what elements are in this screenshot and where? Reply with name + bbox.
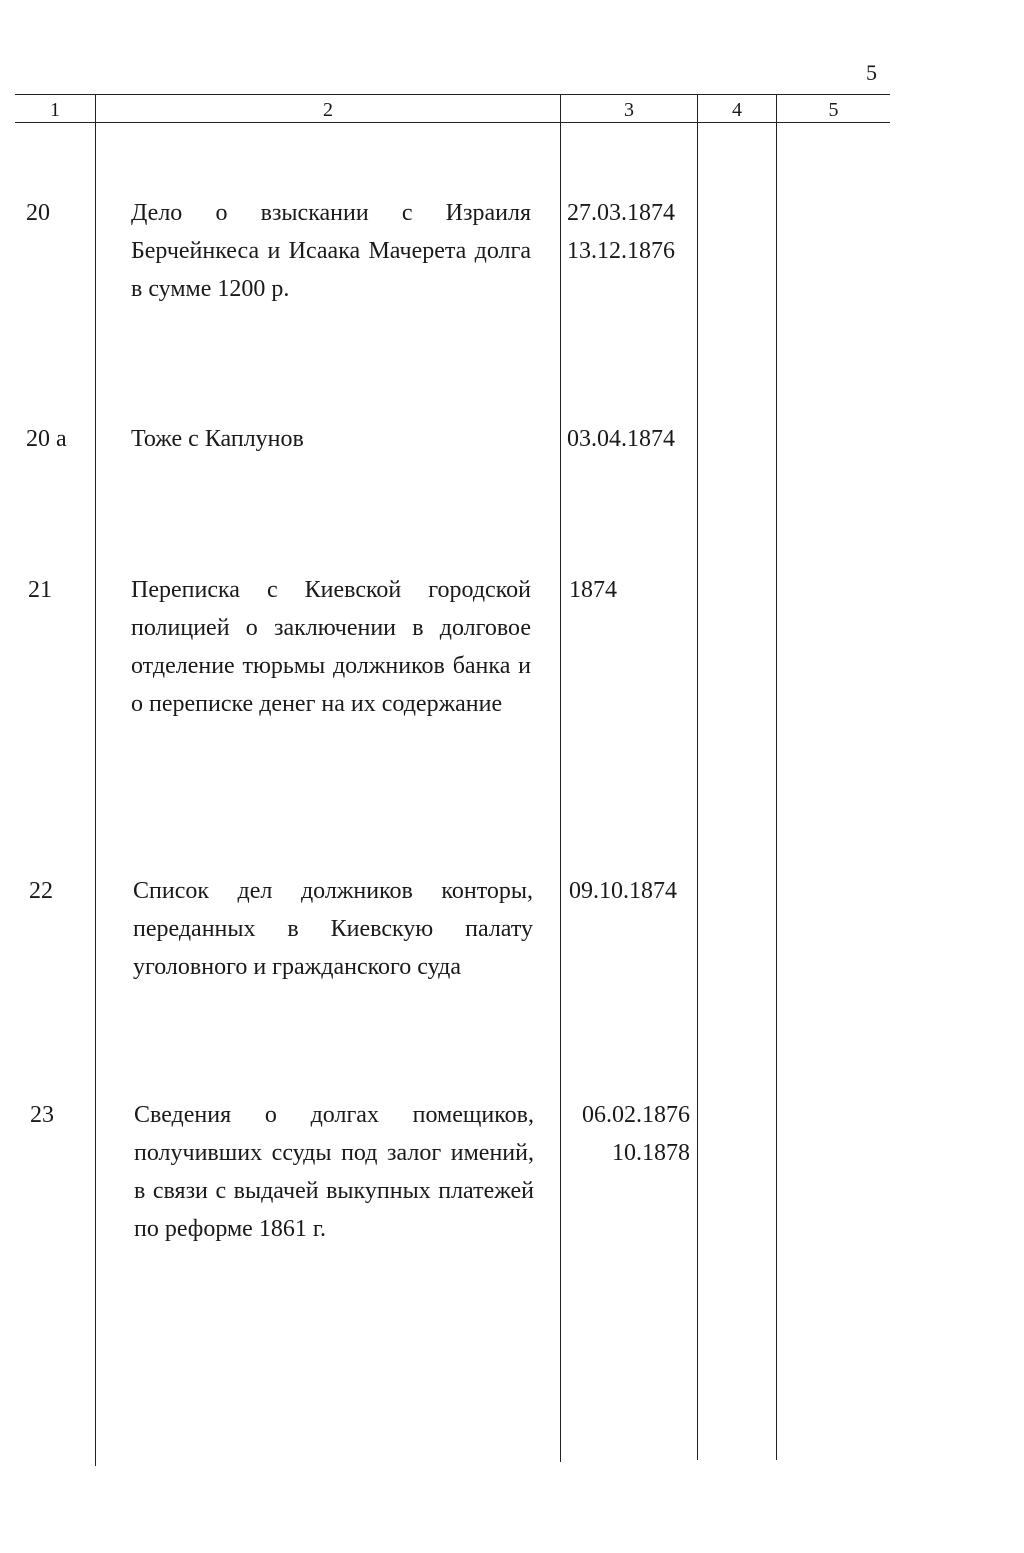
column-header-1: 1 xyxy=(50,99,60,121)
row-dates xyxy=(569,571,617,609)
row-title: Переписка с Киевской городской полицией о заключении в долговое отделение тюрьмы должников банка и о переписке денег на их содержание xyxy=(131,577,531,717)
column-header-5: 5 xyxy=(828,99,839,121)
row-dates xyxy=(560,1096,690,1172)
row-date: 13.12.1876 xyxy=(567,238,675,264)
row-number: 21 xyxy=(28,577,52,603)
row-title: Дело о взыскании с Израиля Берчейнкеса и Исаака Мачерета долга в сумме 1200 р. xyxy=(131,200,531,302)
column-header-2: 2 xyxy=(323,99,333,121)
row-date: 03.04.1874 xyxy=(567,426,675,452)
row-number: 22 xyxy=(29,878,53,904)
column-divider-2 xyxy=(560,94,561,1462)
row-number: 23 xyxy=(30,1102,54,1128)
row-title: Тоже с Каплунов xyxy=(131,426,304,452)
row-date: 27.03.1874 xyxy=(567,200,675,226)
table-top-rule xyxy=(15,94,890,95)
row-dates xyxy=(567,420,675,458)
row-number: 20 а xyxy=(26,426,67,452)
page-number: 5 xyxy=(866,60,877,85)
row-number: 20 xyxy=(26,200,50,226)
row-title: Сведения о долгах помещиков, получивших ссуды под залог имений, в связи с выдачей выкупных платежей по реформе 1861 г. xyxy=(134,1102,534,1242)
column-divider-3 xyxy=(697,94,698,1460)
column-divider-1 xyxy=(95,94,96,1466)
row-title: Список дел должников конторы, переданных в Киевскую палату уголовного и гражданского суда xyxy=(133,878,533,980)
row-dates xyxy=(569,872,677,910)
row-date: 09.10.1874 xyxy=(569,878,677,904)
column-divider-4 xyxy=(776,94,777,1460)
row-dates xyxy=(567,194,675,270)
column-header-3: 3 xyxy=(624,99,634,121)
row-date: 1874 xyxy=(569,577,617,603)
table-header-rule xyxy=(15,122,890,123)
column-header-4: 4 xyxy=(732,99,742,121)
row-date: 10.1878 xyxy=(612,1140,690,1166)
row-date: 06.02.1876 xyxy=(582,1102,690,1128)
